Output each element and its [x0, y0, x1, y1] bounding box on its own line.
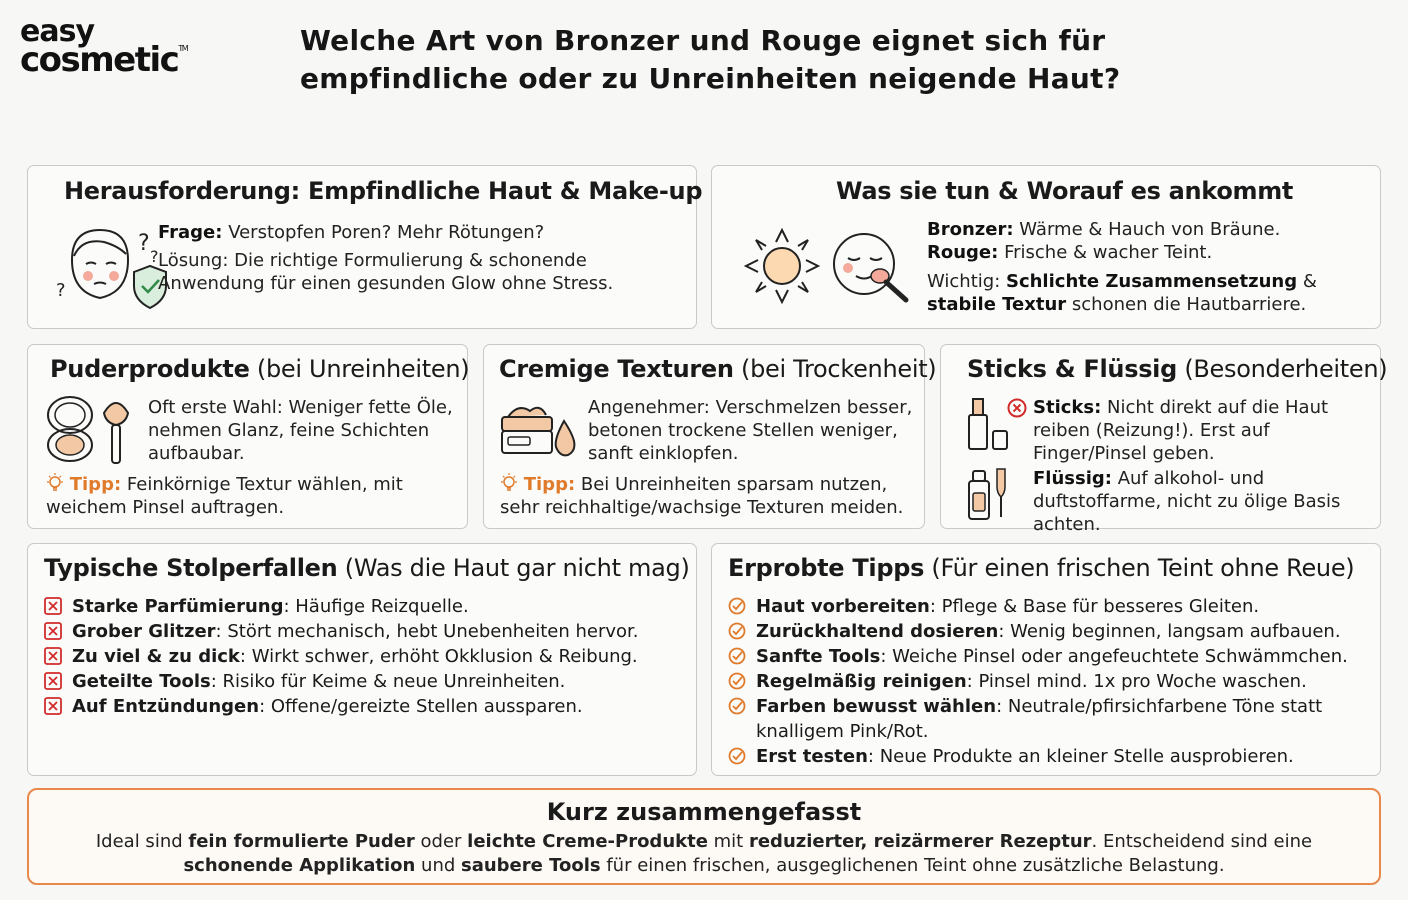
pitfall-text: : Stört mechanisch, hebt Unebenheiten hervor. [215, 621, 639, 642]
cross-box-icon [44, 647, 62, 665]
challenge-heading: Herausforderung: Empfindliche Haut & Make-up [64, 177, 703, 205]
tip-text: : Pinsel mind. 1x pro Woche waschen. [966, 671, 1307, 692]
summary-p6: für einen frischen, ausgeglichenen Teint ohne zusätzliche Belastung. [600, 855, 1225, 876]
title-line2: empfindliche oder zu Unreinheiten neigende Haut? [300, 62, 1121, 95]
cross-circle-icon [1007, 398, 1027, 418]
svg-text:?: ? [150, 247, 159, 266]
bulb-icon [46, 473, 64, 493]
summary-b5: saubere Tools [461, 855, 601, 876]
svg-text:?: ? [138, 231, 150, 256]
logo-line2: cosmetic [20, 40, 179, 80]
creamy-tip-label: Tipp: [523, 474, 576, 495]
question-text: Verstopfen Poren? Mehr Rötungen? [222, 222, 545, 243]
list-item [44, 669, 639, 694]
rouge-text: Frische & wacher Teint. [998, 242, 1213, 263]
blush-face-brush-icon [828, 228, 914, 304]
summary-heading: Kurz zusammengefasst [546, 798, 862, 826]
pitfall-text: : Wirkt schwer, erhöht Okklusion & Reibung. [239, 646, 638, 667]
pitfall-text: : Offene/gereizte Stellen aussparen. [259, 696, 583, 717]
creamy-tip [500, 473, 920, 519]
important-prefix: Wichtig: [927, 271, 1006, 292]
lipstick-icon [965, 395, 1011, 451]
fluid-label: Flüssig: [1033, 468, 1112, 489]
powder-card [27, 344, 468, 529]
list-item [728, 669, 1348, 694]
list-item [728, 694, 1348, 744]
important-b2: stabile Textur [927, 294, 1067, 315]
what-important [927, 270, 1367, 316]
sun-icon [742, 226, 822, 306]
tips-heading-thin: (Für einen frischen Teint ohne Reue) [924, 554, 1355, 582]
check-circle-icon [728, 747, 746, 765]
tip-text: : Neue Produkte an kleiner Stelle ausprobieren. [867, 746, 1294, 767]
pitfall-bold: Grober Glitzer [72, 621, 216, 642]
powder-text: Oft erste Wahl: Weniger fette Öle, nehmen Glanz, feine Schichten aufbaubar. [148, 397, 453, 464]
list-item [728, 594, 1348, 619]
summary-box [27, 788, 1381, 885]
what-rouge [927, 241, 1367, 264]
summary-b3: reduzierter, reizärmerer Rezeptur [748, 831, 1092, 852]
tip-bold: Farben bewusst wählen [756, 696, 997, 717]
important-suffix: schonen die Hautbarriere. [1066, 294, 1307, 315]
list-item [728, 644, 1348, 669]
summary-p1: Ideal sind [95, 831, 189, 852]
list-item [728, 619, 1348, 644]
important-b1: Schlichte Zusammensetzung [1005, 271, 1298, 292]
svg-text:?: ? [56, 280, 66, 301]
pitfalls-heading [44, 554, 690, 582]
summary-p2: oder [414, 831, 468, 852]
sticks-heading-thin: (Besonderheiten) [1176, 355, 1388, 383]
creamy-heading [499, 355, 936, 383]
list-item [728, 744, 1348, 769]
sticks-card [940, 344, 1388, 535]
fluid-text: Auf alkohol- und duftstoffarme, nicht zu ölige Basis achten. [1033, 468, 1341, 535]
pitfall-bold: Zu viel & zu dick [72, 646, 240, 667]
challenge-card [27, 165, 703, 329]
summary-text [29, 830, 1379, 878]
tip-text-continued: knalligem Pink/Rot. [756, 721, 929, 742]
check-circle-icon [728, 697, 746, 715]
pitfall-bold: Auf Entzündungen [72, 696, 260, 717]
pitfalls-list [44, 594, 639, 719]
creamy-heading-bold: Cremige Texturen [499, 355, 734, 383]
powder-tip-label: Tipp: [69, 474, 122, 495]
tips-card [711, 543, 1381, 776]
important-mid: & [1297, 271, 1317, 292]
logo-tm: TM [178, 44, 188, 53]
stick-label: Sticks: [1033, 397, 1102, 418]
tips-heading-bold: Erprobte Tipps [728, 554, 925, 582]
what-heading: Was sie tun & Worauf es ankommt [836, 177, 1294, 205]
sensitive-face-icon [52, 220, 170, 312]
what-card [711, 165, 1381, 329]
powder-compact-brush-icon [44, 393, 140, 465]
page-title [300, 22, 1200, 98]
rouge-label: Rouge: [927, 242, 999, 263]
creamy-text: Angenehmer: Verschmelzen besser, betonen trockene Stellen weniger, sanft einklopfen. [588, 397, 913, 464]
tip-bold: Regelmäßig reinigen [756, 671, 967, 692]
pitfalls-heading-thin: (Was die Haut gar nicht mag) [337, 554, 690, 582]
challenge-solution: Lösung: Die richtige Formulierung & schonende Anwendung für einen gesunden Glow ohne Stress. [158, 250, 614, 294]
sticks-heading-bold: Sticks & Flüssig [967, 355, 1177, 383]
title-line1: Welche Art von Bronzer und Rouge eignet sich für [300, 24, 1106, 57]
list-item [44, 694, 639, 719]
what-bronzer [927, 218, 1367, 241]
pitfalls-card [27, 543, 697, 776]
pitfall-text: : Risiko für Keime & neue Unreinheiten. [210, 671, 566, 692]
sticks-heading [967, 355, 1387, 383]
tips-heading [728, 554, 1354, 582]
creamy-tip-text: Bei Unreinheiten sparsam nutzen, sehr reichhaltige/wachsige Texturen meiden. [500, 474, 904, 518]
brand-logo [20, 14, 188, 80]
creamy-card [483, 344, 937, 529]
cross-box-icon [44, 672, 62, 690]
pitfall-bold: Starke Parfümierung [72, 596, 284, 617]
cross-box-icon [44, 622, 62, 640]
powder-tip [46, 473, 456, 519]
tip-bold: Haut vorbereiten [756, 596, 930, 617]
tip-bold: Sanfte Tools [756, 646, 881, 667]
powder-heading-thin: (bei Unreinheiten) [249, 355, 470, 383]
pitfall-text: : Häufige Reizquelle. [283, 596, 469, 617]
list-item [44, 594, 639, 619]
tip-bold: Erst testen [756, 746, 868, 767]
bronzer-text: Wärme & Hauch von Bräune. [1013, 219, 1281, 240]
bronzer-label: Bronzer: [927, 219, 1014, 240]
check-circle-icon [728, 672, 746, 690]
summary-b4: schonende Applikation [183, 855, 416, 876]
summary-b2: leichte Creme-Produkte [467, 831, 708, 852]
creamy-heading-thin: (bei Trockenheit) [733, 355, 937, 383]
summary-b1: fein formulierte Puder [188, 831, 415, 852]
cream-jar-drop-icon [498, 399, 580, 461]
tips-list [728, 594, 1348, 769]
summary-p4: . Entscheidend sind eine [1091, 831, 1313, 852]
challenge-question [158, 221, 678, 244]
powder-heading-bold: Puderprodukte [50, 355, 250, 383]
logo-line1: easy [20, 14, 95, 49]
question-label: Frage: [158, 222, 223, 243]
check-circle-icon [728, 597, 746, 615]
cross-box-icon [44, 697, 62, 715]
pitfall-bold: Geteilte Tools [72, 671, 211, 692]
summary-p3: mit [707, 831, 749, 852]
cross-box-icon [44, 597, 62, 615]
summary-p5: und [415, 855, 461, 876]
tip-bold: Zurückhaltend dosieren [756, 621, 999, 642]
tip-text: : Neutrale/pfirsichfarbene Töne statt [996, 696, 1323, 717]
list-item [44, 644, 639, 669]
dropper-bottle-icon [965, 467, 1011, 523]
powder-tip-text: Feinkörnige Textur wählen, mit weichem Pinsel auftragen. [46, 474, 403, 518]
list-item [44, 619, 639, 644]
pitfalls-heading-bold: Typische Stolperfallen [44, 554, 338, 582]
sticks-fluid-text [1033, 467, 1373, 536]
tip-text: : Weiche Pinsel oder angefeuchtete Schwämmchen. [880, 646, 1348, 667]
powder-heading [50, 355, 469, 383]
sticks-stick-text [1033, 396, 1363, 465]
tip-text: : Wenig beginnen, langsam aufbauen. [998, 621, 1341, 642]
check-circle-icon [728, 647, 746, 665]
bulb-icon [500, 473, 518, 493]
stick-text: Nicht direkt auf die Haut reiben (Reizung!). Erst auf Finger/Pinsel geben. [1033, 397, 1329, 464]
tip-text: : Pflege & Base für besseres Gleiten. [929, 596, 1260, 617]
check-circle-icon [728, 622, 746, 640]
